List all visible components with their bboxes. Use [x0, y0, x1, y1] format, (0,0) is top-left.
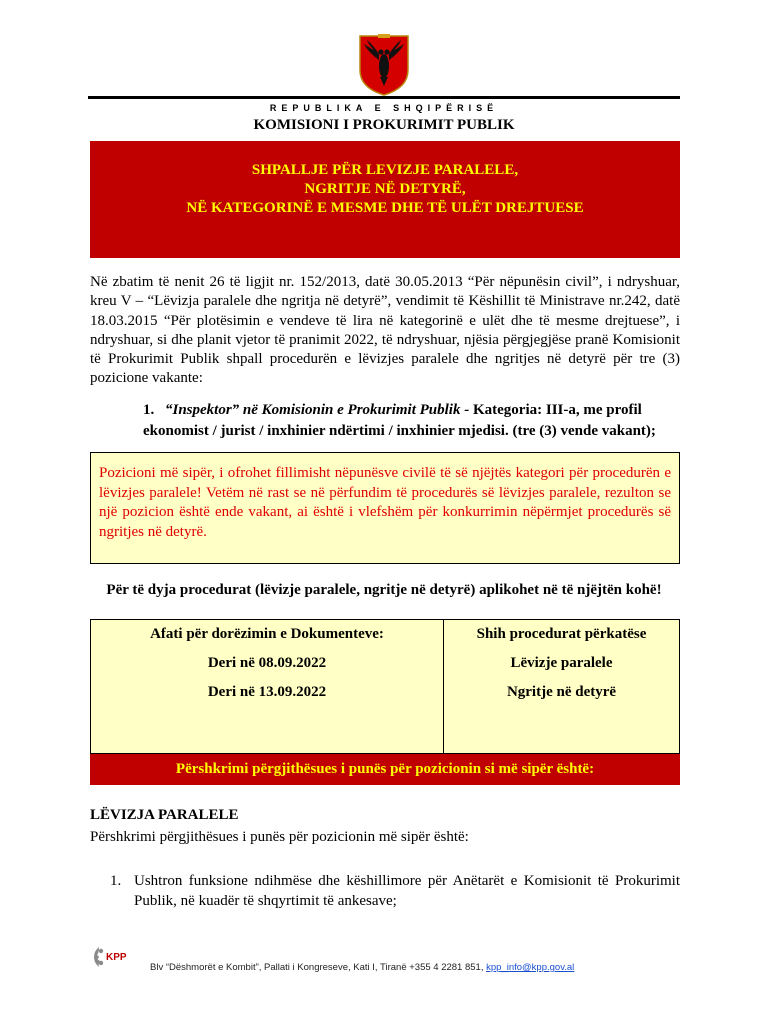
position-item: [143, 400, 680, 442]
both-procedures-note: Për të dyja procedurat (lëvizje paralele, ngritje në detyrë) aplikohet në të njëjtën kohë!: [106, 582, 662, 598]
commission-title: KOMISIONI I PROKURIMIT PUBLIK: [253, 117, 515, 133]
notice-box: [90, 452, 680, 564]
duty-number: 1.: [110, 873, 122, 889]
duty-text: Ushtron funksione ndihmëse dhe këshillimore për Anëtarët e Komisionit të Prokurimit Publik, në kuadër të shqyrtimit të ankesave;: [134, 873, 680, 909]
duty-list-item: [110, 872, 680, 911]
position-number: 1.: [143, 402, 155, 418]
notice-text: Pozicioni më sipër, i ofrohet fillimisht nëpunësve civilë të së njëjtës kategori për procedurën e lëvizjes paralele! Vetëm në rast se në përfundim të procedurës së lëvizjes paralele, rezulton se një pozicion është ende vakant, ai është i vlefshëm për konkurrimin nëpërmjet procedurës së ngritjes në detyrë.: [99, 465, 671, 540]
summary-bar: Përshkrimi përgjithësues i punës për pozicionin si më sipër është:: [90, 754, 680, 785]
deadline-lateral: Deri në 08.09.2022: [207, 655, 327, 671]
deadlines-table: [90, 619, 680, 754]
procedure-header: Shih procedurat përkatëse: [476, 626, 647, 642]
deadline-column: [91, 620, 443, 707]
intro-paragraph: Në zbatim të nenit 26 të ligjit nr. 152/2013, datë 30.05.2013 “Për nëpunësin civil”, i ndryshuar, kreu V – “Lëvizja paralele dhe ngritja në detyrë”, vendimit të Këshillit të Ministrave nr.242, datë 18.03.2015 “Për plotësimin e vendeve të lira në kategorinë e ulët dhe të mesme drejtuese”, i ndryshuar, si dhe planit vjetor të pranimit 2022, të ndryshuar, njësia përgjegjëse pranë Komisionit të Prokurimit Publik shpall procedurën e lëvizjes paralele dhe ngritjes në detyrë për tre (3) pozicione vakante:: [90, 274, 680, 387]
footer-address-text: Blv “Dëshmorët e Kombit”, Pallati i Kongreseve, Kati I, Tiranë +355 4 2281 851,: [150, 962, 487, 973]
albania-coat-of-arms-icon: [358, 34, 410, 96]
announcement-banner: [90, 141, 680, 258]
header-rule: [88, 96, 680, 99]
procedure-promotion: Ngritje në detyrë: [506, 684, 617, 700]
banner-line-1: SHPALLJE PËR LEVIZJE PARALELE,: [251, 162, 519, 178]
position-profile: ekonomist / jurist / inxhinier ndërtimi / inxhinier mjedisi. (tre (3) vende vakant);: [143, 423, 656, 439]
republic-title: REPUBLIKA E SHQIPËRISË: [269, 103, 499, 113]
deadline-promotion: Deri në 13.09.2022: [207, 684, 327, 700]
banner-line-2: NGRITJE NË DETYRË,: [304, 181, 466, 197]
logo-text: KPP: [106, 952, 127, 963]
footer-email-link[interactable]: kpp_info@kpp.gov.al: [486, 962, 575, 973]
procedure-column: [444, 620, 679, 707]
position-title: “Inspektor” në Komisionin e Prokurimit Publik -: [165, 402, 470, 418]
procedure-lateral: Lëvizje paralele: [510, 655, 613, 671]
footer-address: [150, 962, 574, 973]
section-title: LËVIZJA PARALELE: [90, 807, 239, 823]
kpp-logo-icon: [90, 943, 136, 971]
section-description: Përshkrimi përgjithësues i punës për pozicionin më sipër është:: [90, 829, 469, 845]
deadline-header: Afati për dorëzimin e Dokumenteve:: [150, 626, 384, 642]
position-category: Kategoria: III-a, me profil: [469, 402, 642, 418]
banner-line-3: NË KATEGORINË E MESME DHE TË ULËT DREJTUESE: [186, 200, 584, 216]
